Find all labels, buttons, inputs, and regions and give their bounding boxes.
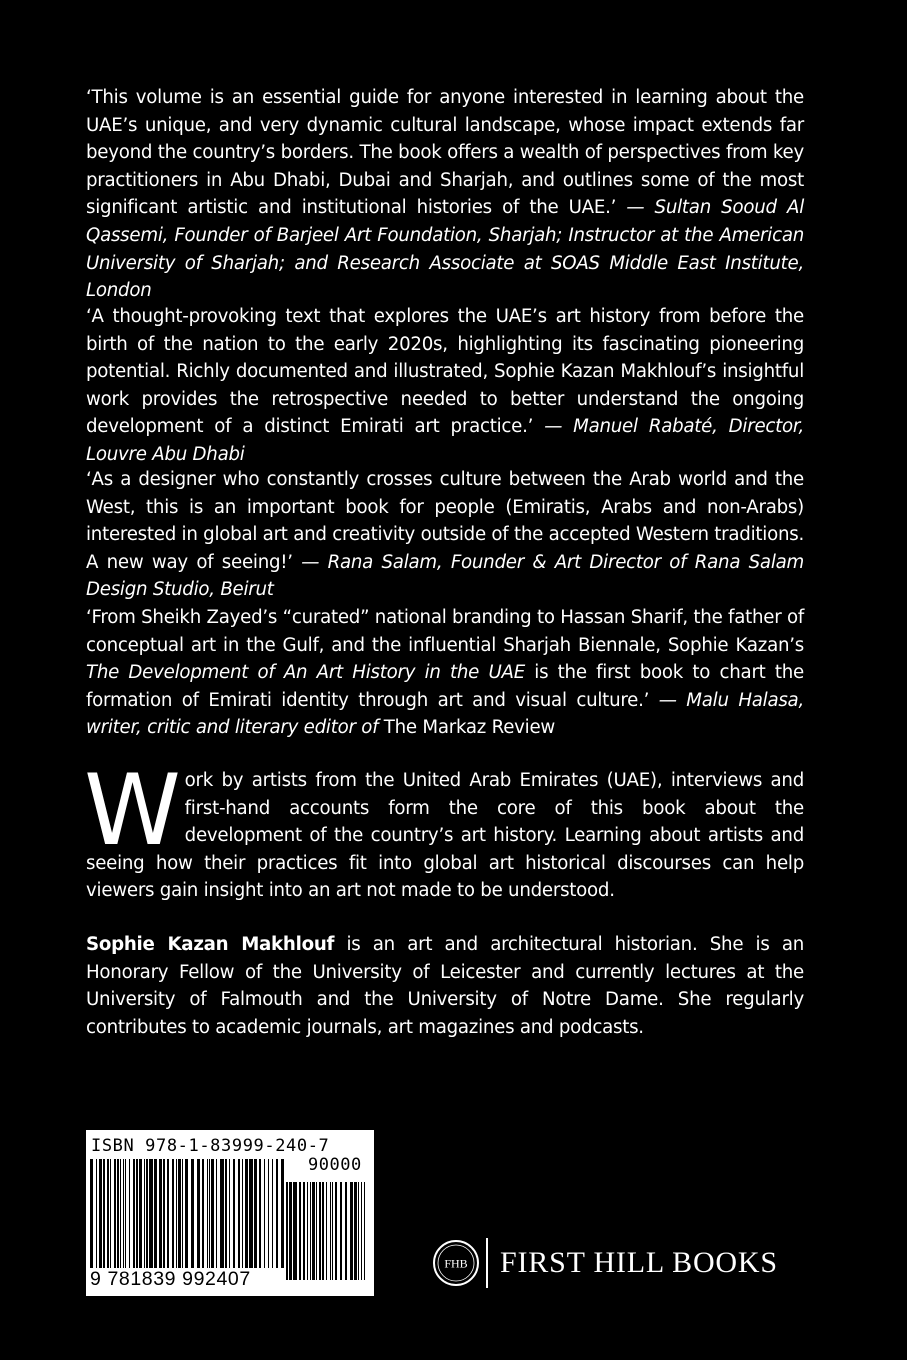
barcode-bar xyxy=(202,1159,204,1271)
barcode-bar xyxy=(172,1159,174,1271)
testimonial-attribution: — Rana Salam, Founder & Art Director of Rana Salam Design Studio, Beirut xyxy=(86,551,804,601)
barcode-bar xyxy=(358,1182,359,1280)
barcode-bar xyxy=(249,1159,253,1271)
testimonial-attribution: — Manuel Rabaté, Director, Louvre Abu Dhabi xyxy=(86,416,805,465)
barcode-bar xyxy=(167,1159,169,1271)
barcode-bar xyxy=(107,1159,109,1271)
isbn-barcode xyxy=(86,1130,374,1296)
barcode-bar xyxy=(281,1159,284,1283)
barcode-bar xyxy=(233,1159,235,1271)
barcode-bar xyxy=(99,1159,102,1271)
barcode-bar xyxy=(264,1159,265,1271)
barcode-bar xyxy=(176,1159,177,1271)
barcode-bar xyxy=(345,1182,347,1280)
barcode-bar xyxy=(117,1159,119,1271)
barcode-bar xyxy=(103,1159,105,1271)
barcode-bar xyxy=(149,1159,153,1271)
barcode-bar xyxy=(120,1159,121,1271)
barcode-bar xyxy=(268,1159,269,1271)
addon-digits: 90000 xyxy=(308,1155,362,1175)
barcode-bar xyxy=(178,1159,181,1271)
barcode-bar xyxy=(207,1159,208,1271)
testimonial-quote-end: is the first book to chart the formation of Emirati identity through art and visual culture.’ xyxy=(86,662,804,711)
barcode-bar xyxy=(146,1159,148,1271)
publisher-seal-icon xyxy=(432,1239,480,1287)
book-title: The Development of An Art History in the UAE xyxy=(86,662,525,684)
blurb-text: ork by artists from the United Arab Emirates (UAE), interviews and first-hand accounts form the core of this book about the development of the country’s art history. Learning about artists and seeing how their practices fit into global art historical discourses can help viewers gain insight into an art not made to be understood. xyxy=(86,770,804,902)
barcode-bar xyxy=(238,1159,240,1271)
barcode-bar xyxy=(225,1159,227,1271)
barcode-bar xyxy=(335,1182,337,1280)
barcode-bar xyxy=(144,1159,145,1271)
testimonial-quote: ‘A thought-provoking text that explores the UAE’s art history from before the birth of the nation to the early 2020s, highlighting its fascinating pioneering potential. Richly documented and illustrated, Sophie Kazan Makhlouf’s insightful work provides the retrospective needed to better understand the ongoing development of a distinct Emirati art practice.’ xyxy=(86,306,804,438)
barcode-bar xyxy=(133,1159,135,1271)
testimonial-quote: ‘As a designer who constantly crosses culture between the Arab world and the West, this is an important book for people (Emiratis, Arabs and non-Arabs) interested in global art and creativity outside of the accepted Western traditions. A new way of seeing!’ xyxy=(86,469,804,573)
barcode-bar xyxy=(114,1159,116,1271)
barcode-bar xyxy=(182,1159,183,1271)
barcode-bar xyxy=(361,1182,362,1280)
barcode-bar xyxy=(312,1182,315,1280)
barcode-bar xyxy=(211,1159,214,1271)
bio-text: is an art and architectural historian. She is an Honorary Fellow of the University of Leicester and currently lectures at the University of Falmouth and the University of Notre Dame. She regularly contributes to academic journals, art magazines and podcasts. xyxy=(86,934,804,1038)
barcode-bar xyxy=(289,1182,292,1280)
barcode-bar xyxy=(136,1159,138,1271)
barcode-bar xyxy=(245,1159,248,1271)
publication-name: The Markaz Review xyxy=(383,717,556,739)
barcode-bar xyxy=(220,1159,224,1271)
publisher-logo xyxy=(432,1237,778,1289)
barcode-bar xyxy=(322,1182,324,1280)
barcode-bar xyxy=(286,1182,288,1280)
barcode-bar xyxy=(197,1159,200,1271)
testimonial-4 xyxy=(86,604,804,742)
barcode-bar xyxy=(209,1159,210,1271)
publisher-monogram: FHB xyxy=(444,1256,468,1271)
barcode-bar xyxy=(163,1159,165,1271)
barcode-bar xyxy=(123,1159,124,1271)
barcode-bar xyxy=(154,1159,157,1271)
testimonial-quote-start: ‘From Sheikh Zayed’s “curated” national branding to Hassan Sharif, the father of conceptual art in the Gulf, and the influential Sharjah Biennale, Sophie Kazan’s xyxy=(86,607,804,656)
barcode-bar xyxy=(364,1182,365,1280)
author-name: Sophie Kazan Makhlouf xyxy=(86,934,335,955)
testimonial-attribution: — Malu Halasa, writer, critic and literary editor of xyxy=(86,689,804,739)
barcode-bar xyxy=(307,1182,308,1280)
barcode-bar xyxy=(354,1182,357,1280)
barcode-bar xyxy=(254,1159,257,1271)
barcode-bar xyxy=(216,1159,217,1271)
ean-barcode-bars xyxy=(90,1159,286,1283)
barcode-bar xyxy=(332,1182,333,1280)
barcode-bar xyxy=(125,1159,126,1271)
barcode-bar xyxy=(229,1159,230,1271)
publisher-name: FIRST HILL BOOKS xyxy=(500,1246,778,1279)
barcode-bar xyxy=(330,1182,331,1280)
barcode-bar xyxy=(276,1159,278,1271)
barcode-bar xyxy=(96,1159,97,1271)
barcode-bar xyxy=(259,1159,261,1271)
addon-barcode-bars xyxy=(286,1182,370,1292)
barcode-bar xyxy=(340,1182,342,1280)
testimonial-attribution: — Sultan Sooud Al Qassemi, Founder of Barjeel Art Foundation, Sharjah; Instructor at the American University of Sharjah; and Research Associate at SOAS Middle East Institute, London xyxy=(86,197,804,302)
testimonial-2 xyxy=(86,303,804,469)
barcode-bar xyxy=(319,1182,321,1280)
barcode-bar xyxy=(185,1159,188,1283)
testimonial-1 xyxy=(86,84,804,305)
barcode-bar xyxy=(129,1159,130,1271)
testimonial-quote: ‘This volume is an essential guide for anyone interested in learning about the UAE’s unique, and very dynamic cultural landscape, whose impact extends far beyond the country’s borders. The book offers a wealth of perspectives from key practitioners in Abu Dhabi, Dubai and Sharjah, and outlines some of the most significant artistic and institutional histories of the UAE.’ xyxy=(86,87,804,219)
barcode-bar xyxy=(272,1159,273,1271)
drop-cap: W xyxy=(84,754,181,868)
barcode-bar xyxy=(159,1159,162,1271)
barcode-bar xyxy=(110,1159,111,1271)
barcode-bar xyxy=(90,1159,93,1283)
barcode-bar xyxy=(299,1182,301,1280)
ean-digits: 9 781839 992407 xyxy=(90,1268,286,1291)
barcode-bar xyxy=(293,1182,297,1280)
barcode-bar xyxy=(242,1159,243,1271)
testimonial-3 xyxy=(86,466,804,604)
barcode-bar xyxy=(191,1159,194,1271)
barcode-bar xyxy=(326,1182,327,1280)
barcode-bar xyxy=(139,1159,142,1271)
barcode-bar xyxy=(303,1182,305,1280)
author-bio xyxy=(86,931,804,1041)
book-blurb xyxy=(84,754,804,905)
isbn-label: ISBN 978-1-83999-240-7 xyxy=(91,1136,330,1156)
barcode-bar xyxy=(316,1182,317,1280)
barcode-bar xyxy=(350,1182,353,1280)
barcode-bar xyxy=(310,1182,311,1280)
logo-divider xyxy=(486,1238,488,1288)
